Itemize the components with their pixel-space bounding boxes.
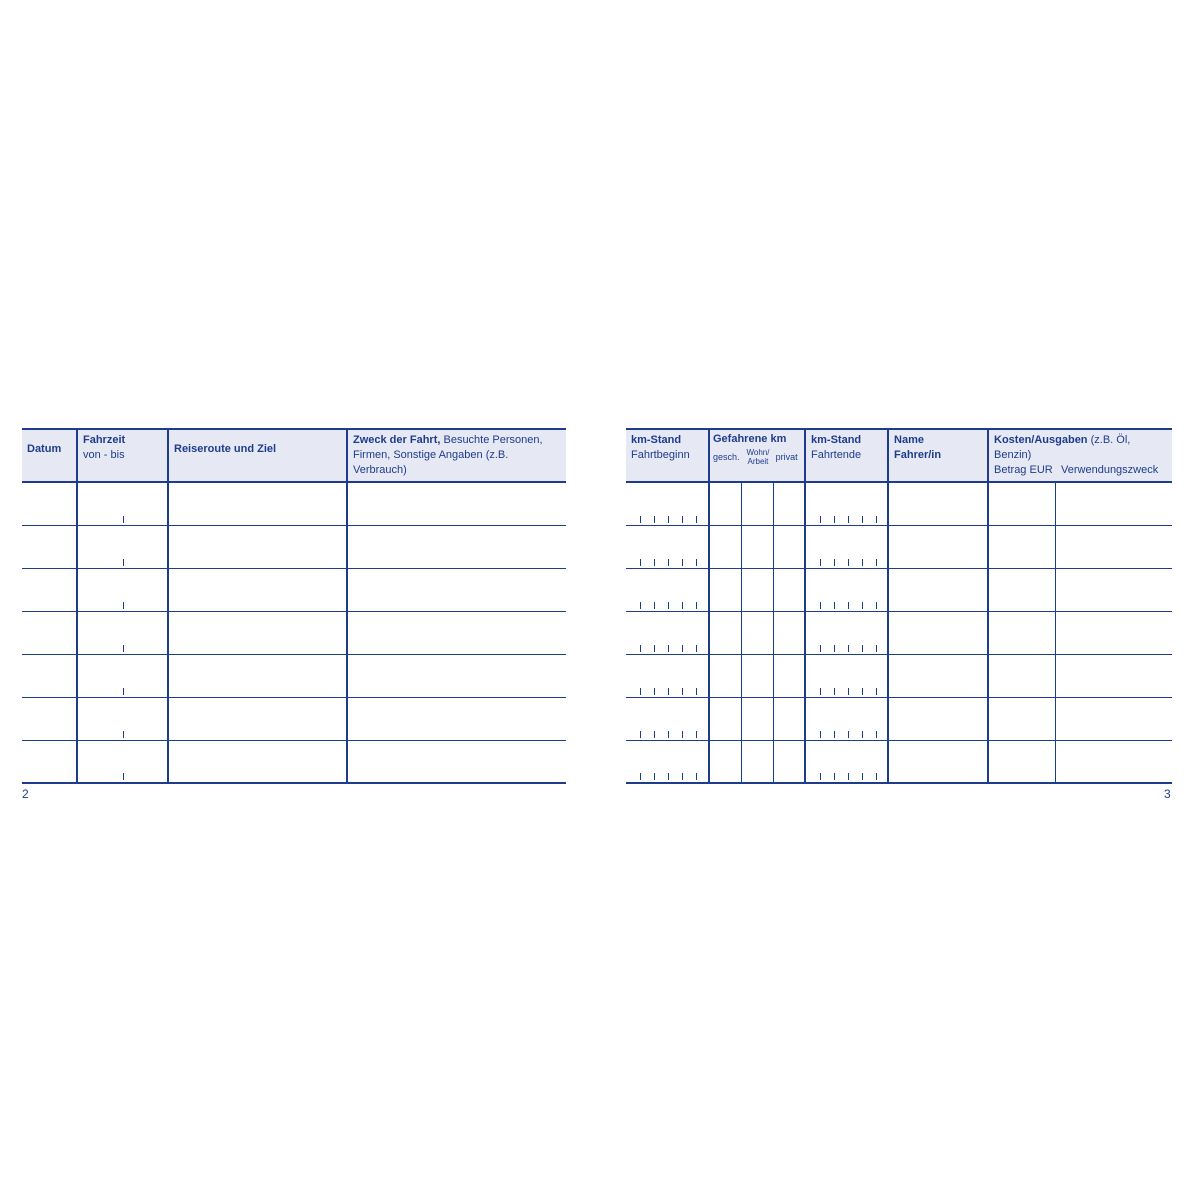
betrag-cell[interactable] (988, 697, 1055, 740)
privat-km-cell[interactable] (773, 482, 805, 525)
gesch-km-cell[interactable] (709, 654, 741, 697)
datum-cell[interactable] (22, 697, 77, 740)
table-row (22, 568, 566, 611)
betrag-cell[interactable] (988, 654, 1055, 697)
wohn-arbeit-km-cell[interactable] (741, 482, 773, 525)
verwendung-cell[interactable] (1055, 740, 1172, 783)
zweck-cell[interactable] (347, 568, 566, 611)
km-start-cell[interactable] (626, 740, 709, 783)
header-reiseroute: Reiseroute und Ziel (168, 429, 347, 482)
table-row (22, 740, 566, 783)
trip-log-table-left (22, 428, 566, 784)
fahrzeit-cell[interactable] (77, 654, 168, 697)
km-start-cell[interactable] (626, 568, 709, 611)
datum-cell[interactable] (22, 654, 77, 697)
gesch-km-cell[interactable] (709, 525, 741, 568)
table-row (22, 525, 566, 568)
fahrer-cell[interactable] (888, 611, 988, 654)
km-end-cell[interactable] (805, 654, 888, 697)
trip-rows-right (626, 482, 1172, 783)
table-row (22, 611, 566, 654)
km-end-cell[interactable] (805, 611, 888, 654)
fahrzeit-cell[interactable] (77, 482, 168, 525)
reiseroute-cell[interactable] (168, 568, 347, 611)
wohn-arbeit-km-cell[interactable] (741, 568, 773, 611)
verwendung-cell[interactable] (1055, 525, 1172, 568)
gesch-km-cell[interactable] (709, 568, 741, 611)
header-fahrzeit: Fahrzeit von - bis (77, 429, 168, 482)
fahrer-cell[interactable] (888, 482, 988, 525)
right-page (626, 428, 1172, 784)
header-row (22, 429, 566, 482)
table-row (626, 654, 1172, 697)
gesch-km-cell[interactable] (709, 740, 741, 783)
betrag-cell[interactable] (988, 525, 1055, 568)
km-start-cell[interactable] (626, 697, 709, 740)
zweck-cell[interactable] (347, 482, 566, 525)
wohn-arbeit-km-cell[interactable] (741, 611, 773, 654)
wohn-arbeit-km-cell[interactable] (741, 697, 773, 740)
page-number-left: 2 (22, 787, 29, 801)
km-end-cell[interactable] (805, 568, 888, 611)
km-start-cell[interactable] (626, 482, 709, 525)
header-zweck: Zweck der Fahrt, Besuchte Personen, Firmen, Sonstige Angaben (z.B. Verbrauch) (347, 429, 566, 482)
header-km-start: km-Stand Fahrtbeginn (631, 434, 690, 461)
wohn-arbeit-km-cell[interactable] (741, 740, 773, 783)
fahrer-cell[interactable] (888, 654, 988, 697)
datum-cell[interactable] (22, 482, 77, 525)
datum-cell[interactable] (22, 525, 77, 568)
zweck-cell[interactable] (347, 525, 566, 568)
privat-km-cell[interactable] (773, 611, 805, 654)
table-row (626, 611, 1172, 654)
fahrer-cell[interactable] (888, 568, 988, 611)
table-row (626, 525, 1172, 568)
betrag-cell[interactable] (988, 611, 1055, 654)
header-row (626, 429, 1172, 482)
header-km-end: km-Stand Fahrtende (805, 429, 888, 482)
fahrzeit-cell[interactable] (77, 568, 168, 611)
fahrzeit-cell[interactable] (77, 525, 168, 568)
fahrer-cell[interactable] (888, 697, 988, 740)
header-verwendung: Verwendungszweck (1061, 464, 1159, 476)
verwendung-cell[interactable] (1055, 697, 1172, 740)
gesch-km-cell[interactable] (709, 611, 741, 654)
datum-cell[interactable] (22, 611, 77, 654)
header-gefahrene-km: Gefahrene km gesch. Wohn/ Arbeit privat (709, 429, 805, 482)
km-end-cell[interactable] (805, 482, 888, 525)
gesch-km-cell[interactable] (709, 482, 741, 525)
privat-km-cell[interactable] (773, 697, 805, 740)
betrag-cell[interactable] (988, 482, 1055, 525)
reiseroute-cell[interactable] (168, 482, 347, 525)
table-row (22, 482, 566, 525)
wohn-arbeit-km-cell[interactable] (741, 525, 773, 568)
datum-cell[interactable] (22, 740, 77, 783)
fahrzeit-cell[interactable] (77, 740, 168, 783)
header-name: Name Fahrer/in (888, 429, 988, 482)
privat-km-cell[interactable] (773, 525, 805, 568)
verwendung-cell[interactable] (1055, 482, 1172, 525)
verwendung-cell[interactable] (1055, 611, 1172, 654)
km-end-cell[interactable] (805, 525, 888, 568)
page-number-right: 3 (1164, 787, 1171, 801)
verwendung-cell[interactable] (1055, 568, 1172, 611)
header-datum: Datum (27, 443, 62, 455)
left-page (22, 428, 566, 784)
zweck-cell[interactable] (347, 697, 566, 740)
betrag-cell[interactable] (988, 740, 1055, 783)
km-start-cell[interactable] (626, 654, 709, 697)
header-betrag: Betrag EUR (994, 464, 1053, 476)
fahrzeit-cell[interactable] (77, 697, 168, 740)
fahrer-cell[interactable] (888, 740, 988, 783)
fahrer-cell[interactable] (888, 525, 988, 568)
reiseroute-cell[interactable] (168, 697, 347, 740)
header-kosten: Kosten/Ausgaben (z.B. Öl, Benzin) Betrag EUR Verwendungszweck (988, 429, 1172, 482)
privat-km-cell[interactable] (773, 654, 805, 697)
fahrzeit-cell[interactable] (77, 611, 168, 654)
reiseroute-cell[interactable] (168, 525, 347, 568)
km-start-cell[interactable] (626, 611, 709, 654)
trip-rows-left (22, 482, 566, 783)
verwendung-cell[interactable] (1055, 654, 1172, 697)
header-privat: privat (775, 452, 798, 462)
header-gesch: gesch. (713, 452, 740, 462)
privat-km-cell[interactable] (773, 568, 805, 611)
reiseroute-cell[interactable] (168, 740, 347, 783)
privat-km-cell[interactable] (773, 740, 805, 783)
zweck-cell[interactable] (347, 654, 566, 697)
table-row (22, 654, 566, 697)
gesch-km-cell[interactable] (709, 697, 741, 740)
zweck-cell[interactable] (347, 740, 566, 783)
reiseroute-cell[interactable] (168, 654, 347, 697)
table-row (626, 482, 1172, 525)
trip-log-table-right (626, 428, 1172, 784)
betrag-cell[interactable] (988, 568, 1055, 611)
table-row (22, 697, 566, 740)
zweck-cell[interactable] (347, 611, 566, 654)
table-row (626, 740, 1172, 783)
table-row (626, 697, 1172, 740)
wohn-arbeit-km-cell[interactable] (741, 654, 773, 697)
datum-cell[interactable] (22, 568, 77, 611)
km-end-cell[interactable] (805, 740, 888, 783)
reiseroute-cell[interactable] (168, 611, 347, 654)
km-start-cell[interactable] (626, 525, 709, 568)
header-wohn-arbeit: Wohn/ Arbeit (746, 448, 770, 466)
km-end-cell[interactable] (805, 697, 888, 740)
table-row (626, 568, 1172, 611)
